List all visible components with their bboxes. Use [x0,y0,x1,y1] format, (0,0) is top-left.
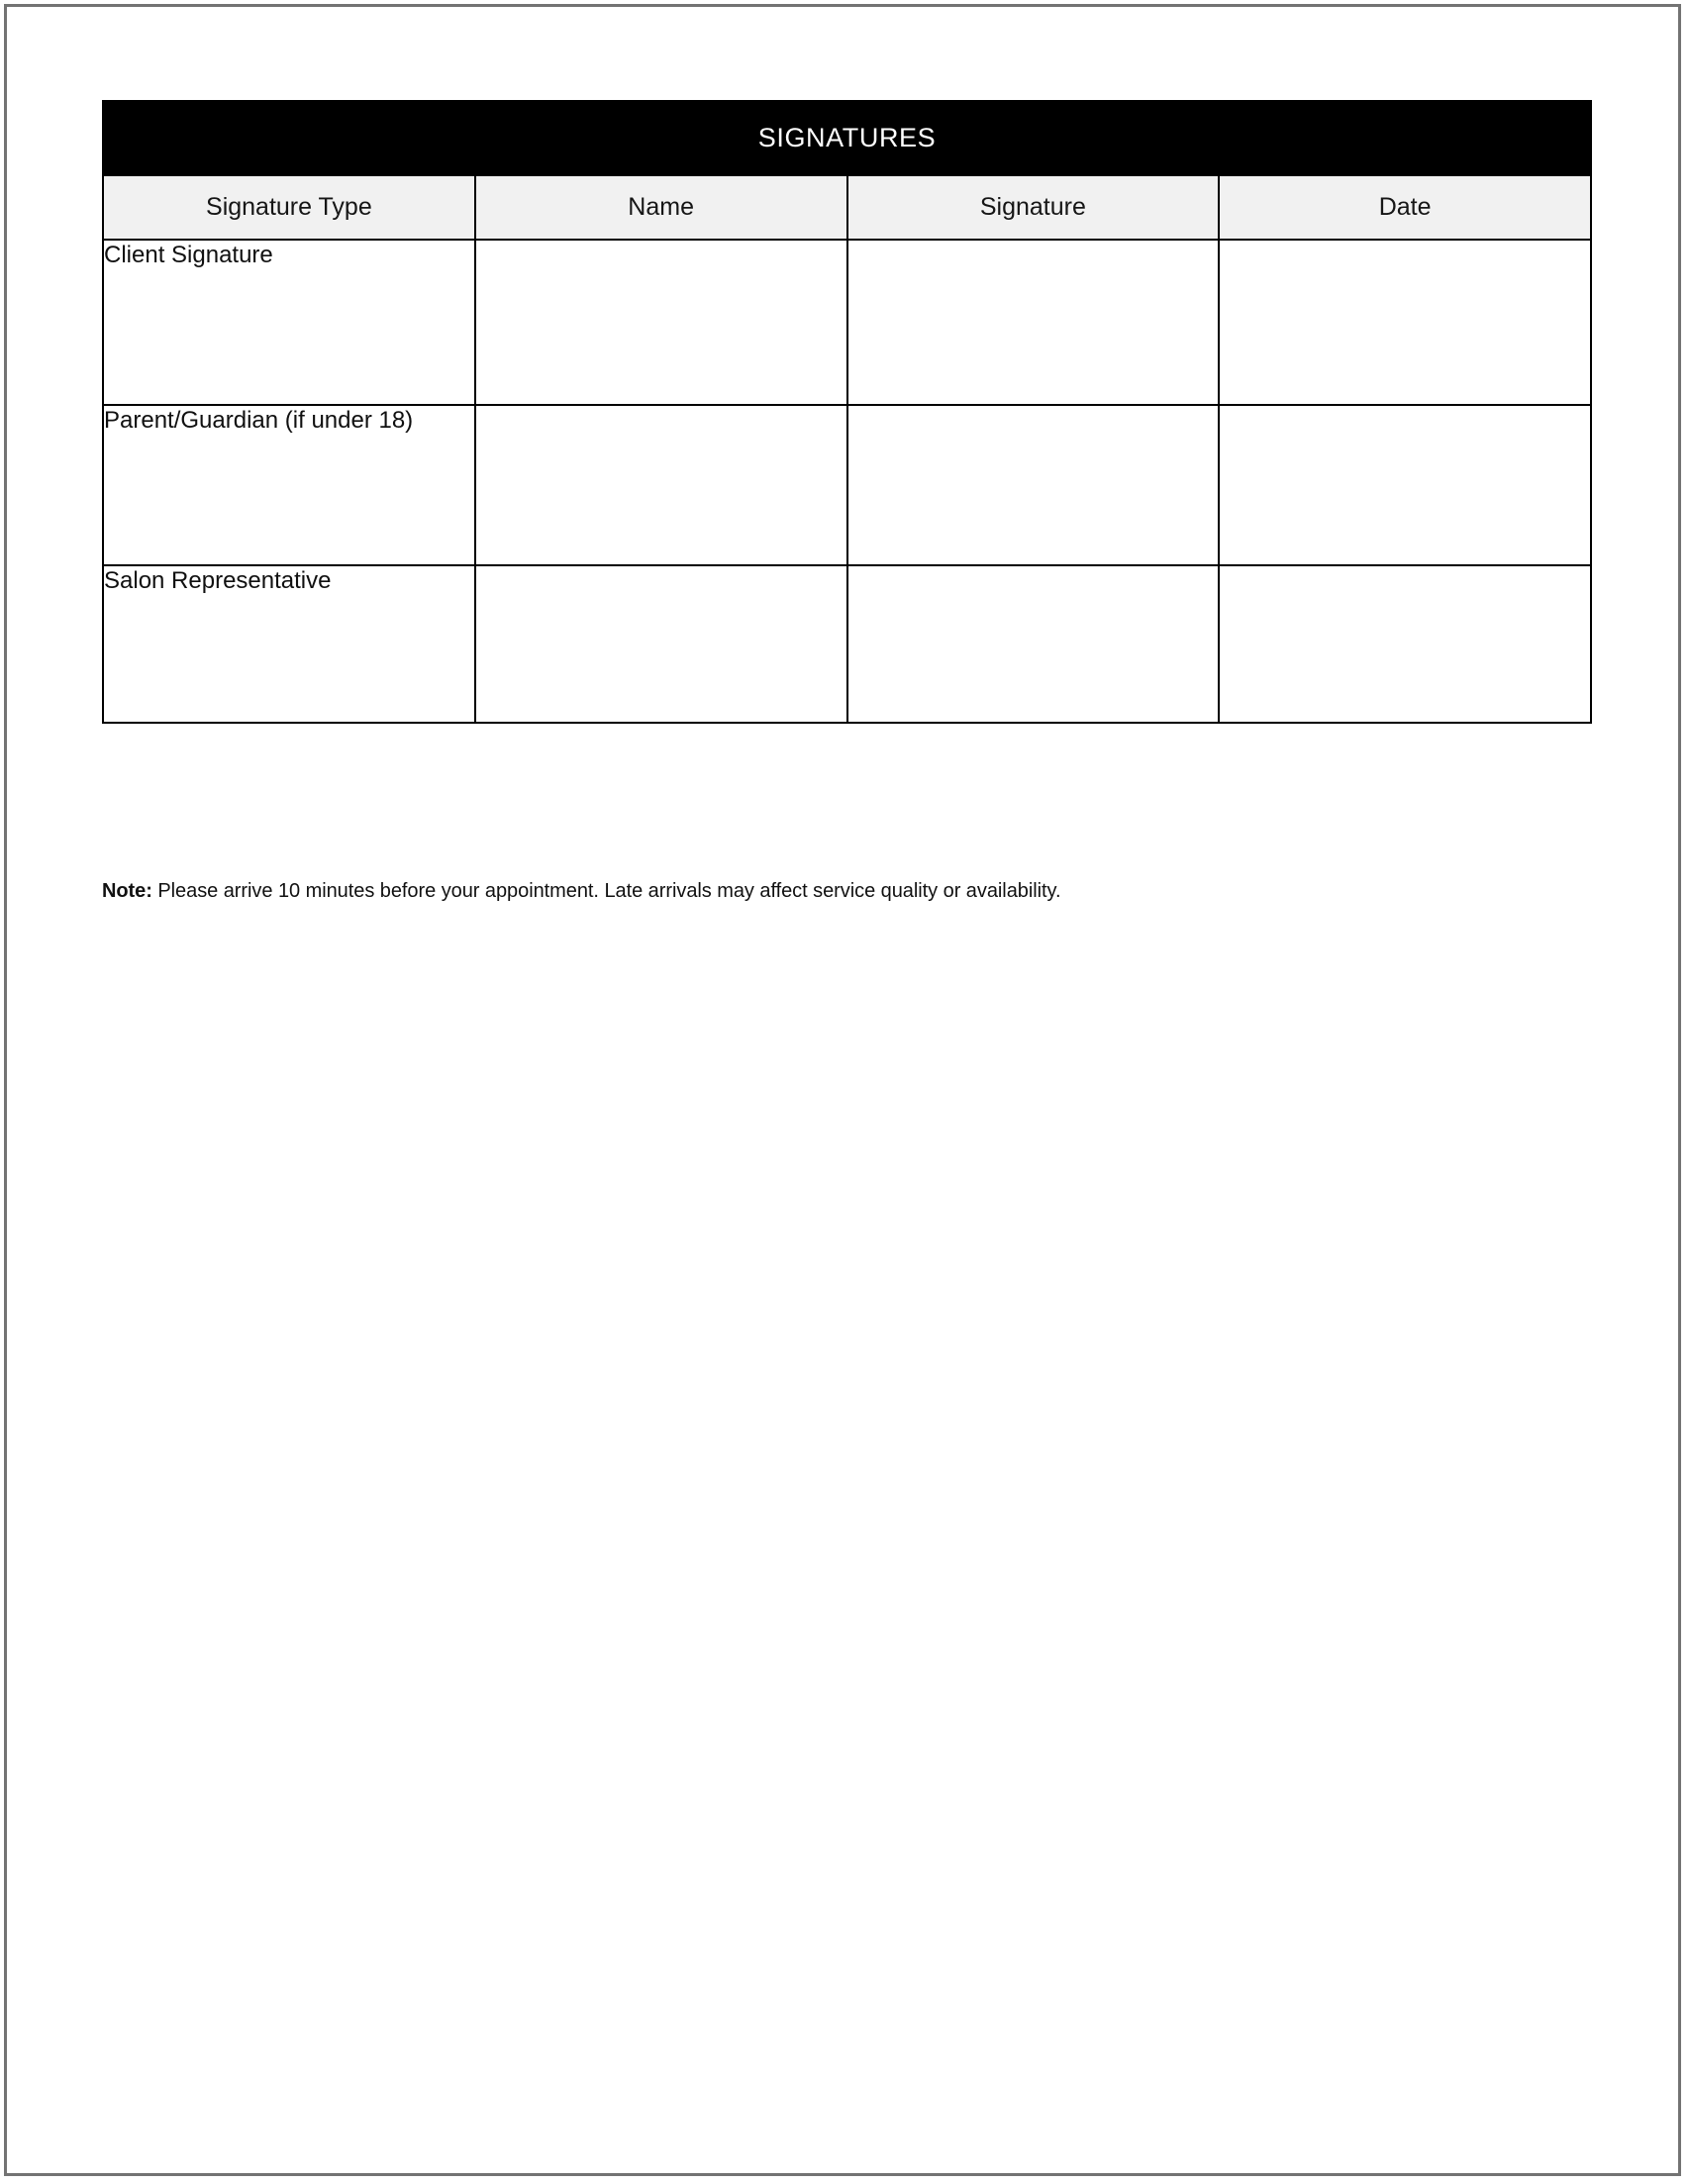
document-page [4,4,1681,2176]
date-field-parent-guardian[interactable] [1219,405,1591,565]
column-header-signature: Signature [847,175,1220,240]
row-label-salon-representative: Salon Representative [103,565,475,723]
column-header-signature-type: Signature Type [103,175,475,240]
table-row [103,240,1591,405]
appointment-note [102,878,1488,905]
signature-field-salon-representative[interactable] [847,565,1220,723]
table-row [103,565,1591,723]
signatures-section [102,100,1592,724]
date-field-client-signature[interactable] [1219,240,1591,405]
row-label-client-signature: Client Signature [103,240,475,405]
column-header-name: Name [475,175,847,240]
date-field-salon-representative[interactable] [1219,565,1591,723]
name-field-client-signature[interactable] [475,240,847,405]
table-header-row [103,175,1591,240]
signatures-banner-title: SIGNATURES [103,101,1591,175]
column-header-date: Date [1219,175,1591,240]
note-label: Note: [102,880,152,902]
name-field-parent-guardian[interactable] [475,405,847,565]
signature-field-client-signature[interactable] [847,240,1220,405]
table-banner-row [103,101,1591,175]
row-label-parent-guardian: Parent/Guardian (if under 18) [103,405,475,565]
table-row [103,405,1591,565]
note-text: Please arrive 10 minutes before your appointment. Late arrivals may affect service quality or availability. [151,880,1061,902]
name-field-salon-representative[interactable] [475,565,847,723]
signatures-table [102,100,1592,724]
signature-field-parent-guardian[interactable] [847,405,1220,565]
